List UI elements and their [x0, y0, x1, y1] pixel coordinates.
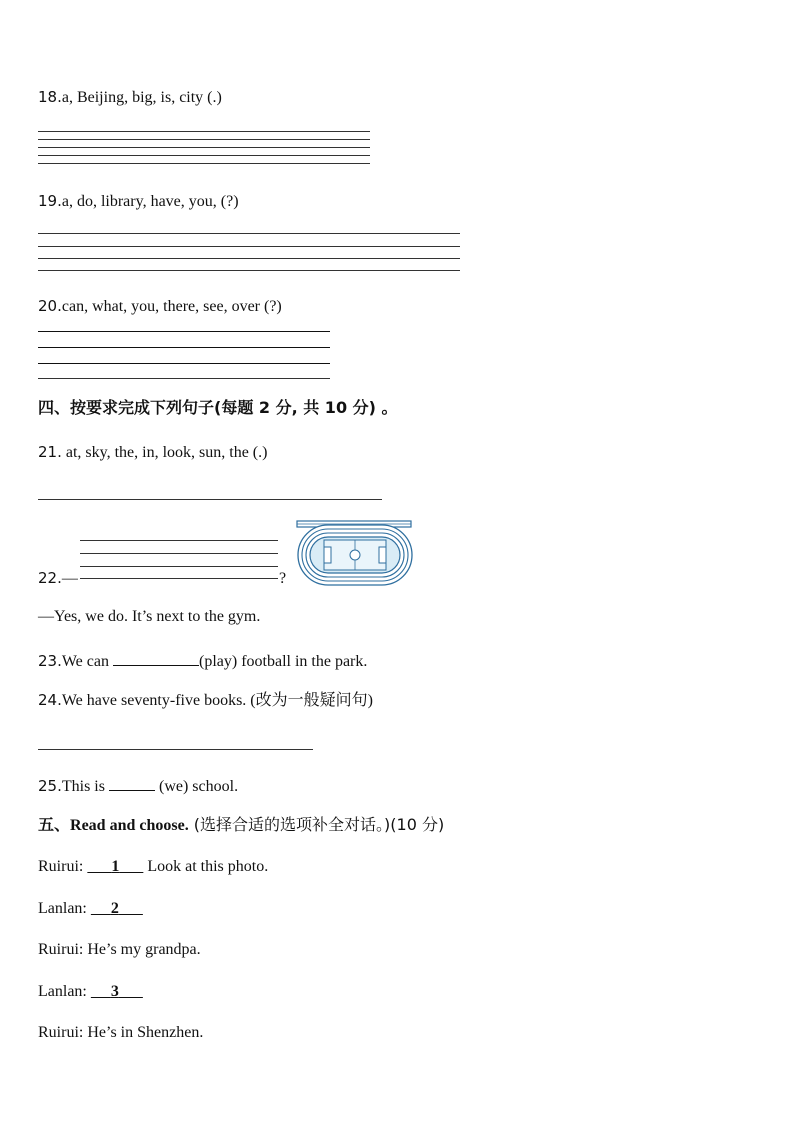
question-number: 24.: [38, 691, 62, 709]
answer-blank-2[interactable]: [91, 900, 143, 917]
blank-number: 3: [110, 983, 119, 1000]
fill-blank[interactable]: [109, 774, 155, 791]
dialogue-line-5: [38, 1023, 203, 1043]
question-24: [38, 690, 373, 711]
question-25: [38, 774, 238, 797]
speaker: Ruirui:: [38, 1024, 84, 1041]
question-text: a, do, library, have, you, (?): [61, 193, 239, 210]
question-text-before: We can: [61, 653, 113, 670]
answer-line[interactable]: [38, 258, 460, 259]
section-4-title: 四、按要求完成下列句子(每题 2 分, 共 10 分) 。: [38, 398, 398, 417]
answer-line[interactable]: [38, 749, 313, 750]
answer-line[interactable]: [38, 139, 370, 140]
dialogue-text: He’s in Shenzhen.: [87, 1024, 204, 1041]
section-title-en: Read and choose.: [70, 817, 189, 834]
answer-line[interactable]: [38, 233, 460, 234]
speaker: Lanlan:: [38, 900, 87, 917]
section-prefix: 五、: [38, 815, 71, 834]
question-21: [38, 442, 267, 463]
question-mark: ?: [279, 570, 287, 587]
question-number: 19.: [38, 192, 62, 210]
answer-line[interactable]: [80, 540, 278, 541]
question-text-before: This is: [61, 778, 109, 795]
answer-line[interactable]: [38, 331, 330, 332]
answer-line[interactable]: [38, 155, 370, 156]
answer-line[interactable]: [80, 553, 278, 554]
answer-line[interactable]: [38, 147, 370, 148]
section-title-cn: (选择合适的选项补全对话。)(10 分): [188, 815, 445, 834]
section-5-title: [38, 815, 444, 836]
answer-blank-1[interactable]: [87, 858, 143, 875]
answer-blank-3[interactable]: [91, 983, 143, 1000]
dialogue-line-3: [38, 940, 201, 960]
speaker: Ruirui:: [38, 941, 84, 958]
answer-line[interactable]: [38, 131, 370, 132]
speaker: Lanlan:: [38, 983, 87, 1000]
dialogue-line-4: [38, 982, 143, 1002]
question-number: 25.: [38, 777, 62, 795]
question-number: 23.: [38, 652, 62, 670]
question-number: 21.: [38, 443, 62, 461]
question-22-answer: —Yes, we do. It’s next to the gym.: [38, 608, 261, 625]
answer-line[interactable]: [38, 246, 460, 247]
question-22: [38, 568, 78, 589]
fill-blank[interactable]: [113, 649, 199, 666]
dialogue-text: Look at this photo.: [143, 858, 269, 875]
answer-line[interactable]: [38, 363, 330, 364]
running-track-icon: [296, 519, 414, 586]
answer-line[interactable]: [38, 163, 370, 164]
question-text: at, sky, the, in, look, sun, the (.): [61, 444, 268, 461]
question-text-after: (play) football in the park.: [198, 653, 368, 670]
question-23: [38, 649, 367, 672]
answer-line[interactable]: [38, 499, 382, 500]
answer-line[interactable]: [38, 378, 330, 379]
question-19: [38, 191, 239, 212]
answer-line[interactable]: [38, 347, 330, 348]
question-text: can, what, you, there, see, over (?): [61, 298, 282, 315]
answer-line[interactable]: [80, 578, 278, 579]
dash: —: [61, 570, 78, 587]
dialogue-line-1: [38, 857, 268, 877]
question-number: 20.: [38, 297, 62, 315]
question-text: a, Beijing, big, is, city (.): [61, 89, 222, 106]
question-18: [38, 87, 222, 108]
blank-number: 1: [111, 858, 120, 875]
question-text: We have seventy-five books. (改为一般疑问句): [61, 692, 373, 709]
question-text-after: (we) school.: [154, 778, 239, 795]
dialogue-text: He’s my grandpa.: [87, 941, 201, 958]
question-number: 18.: [38, 88, 62, 106]
answer-line[interactable]: [80, 566, 278, 567]
dialogue-line-2: [38, 899, 143, 919]
answer-line[interactable]: [38, 270, 460, 271]
question-number: 22.: [38, 569, 62, 587]
blank-number: 2: [110, 900, 119, 917]
question-20: [38, 296, 282, 317]
speaker: Ruirui:: [38, 858, 84, 875]
